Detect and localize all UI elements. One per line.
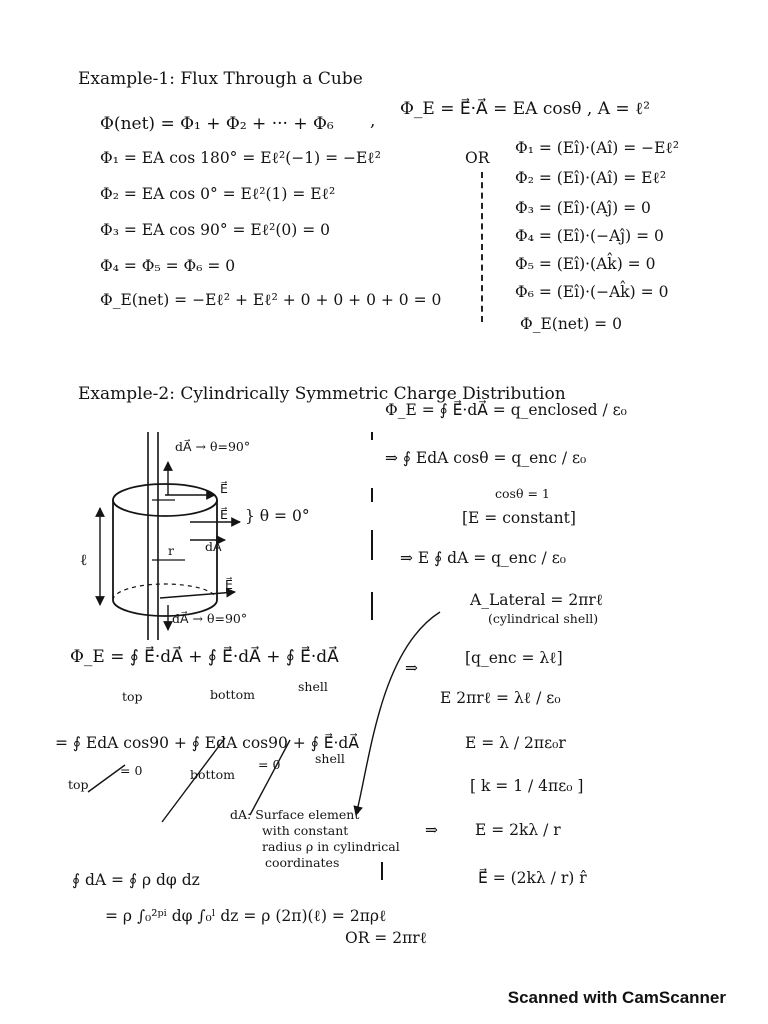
k-definition: [ k = 1 / 4πε₀ ] [470,777,584,795]
flux-net-result: Φ_E(net) = −Eℓ² + Eℓ² + 0 + 0 + 0 + 0 = 0 [100,291,442,309]
flux-net-sum: Φ(net) = Φ₁ + Φ₂ + ··· + Φ₆ [100,114,334,134]
cos-equals-one: cosθ = 1 [495,486,550,501]
e-constant: [E = constant] [462,509,576,527]
flux-terms: Φ_E = ∮ E⃗·dA⃗ + ∮ E⃗·dA⃗ + ∮ E⃗·dA⃗ [70,647,339,667]
diagram-E-bottom: E⃗ [225,577,233,592]
e-vector: E⃗ = (2kλ / r) r̂ [478,869,587,887]
integral-line1: ∮ dA = ∮ ρ dφ dz [72,871,200,889]
flux-alt-phi4: Φ₄ = (Eî)·(−Aĵ) = 0 [515,227,664,245]
cos-label-shell: shell [315,751,345,766]
integral-line2: = ρ ∫₀²ᵖⁱ dφ ∫₀ˡ dz = ρ (2π)(ℓ) = 2πρℓ [105,907,387,925]
gauss-law: Φ_E = ∮ E⃗·dA⃗ = q_enclosed / ε₀ [385,401,627,419]
diagram-E-top: E⃗ [220,481,228,496]
diagram-dA-mid: dA⃗ [205,539,222,554]
flux-phi2: Φ₂ = EA cos 0° = Eℓ²(1) = Eℓ² [100,185,336,203]
diagram-l-label: ℓ [80,551,88,569]
integral-line3: OR = 2πrℓ [345,929,428,947]
or-label: OR [465,149,490,167]
dA-note-line3: radius ρ in cylindrical [262,839,400,854]
flux-alt-net: Φ_E(net) = 0 [520,315,622,333]
flux-alt-phi1: Φ₁ = (Eî)·(Aî) = −Eℓ² [515,139,680,157]
cos-label-top: top [68,777,89,792]
flux-alt-phi5: Φ₅ = (Eî)·(Ak̂) = 0 [515,255,656,273]
flux-definition: Φ_E = E⃗·A⃗ = EA cosθ , A = ℓ² [400,99,651,119]
cos-zero-1: = 0 [120,763,143,778]
flux-alt-phi3: Φ₃ = (Eî)·(Aĵ) = 0 [515,199,651,217]
flux-phi4-6: Φ₄ = Φ₅ = Φ₆ = 0 [100,257,236,275]
implies-arrow-2: ⇒ [425,821,438,839]
term-label-bottom: bottom [210,687,255,702]
flux-alt-phi6: Φ₆ = (Eî)·(−Ak̂) = 0 [515,283,669,301]
example2-heading: Example-2: Cylindrically Symmetric Charge Distribution [78,384,566,404]
diagram-theta-zero: } θ = 0° [245,507,310,525]
cos-zero-2: = 0 [258,757,281,772]
e-times-area: E 2πrℓ = λℓ / ε₀ [440,689,561,707]
diagram-E-mid: E⃗ [220,507,228,522]
e-kk: E = 2kλ / r [475,821,561,839]
flux-phi1: Φ₁ = EA cos 180° = Eℓ²(−1) = −Eℓ² [100,149,381,167]
e-lambda: E = λ / 2πε₀r [465,734,566,752]
separator-comma: , [370,111,376,131]
implies-arrow: ⇒ [405,659,418,677]
diagram-dA-top: dA⃗ → θ=90° [175,439,251,454]
lateral-area: A_Lateral = 2πrℓ [470,591,604,609]
example1-heading: Example-1: Flux Through a Cube [78,69,363,89]
q-enclosed: [q_enc = λℓ] [465,649,563,667]
term-label-top: top [122,689,143,704]
cos-label-bottom: bottom [190,767,235,782]
diagram-dA-bottom: dA⃗ → θ=90° [172,611,248,626]
flux-alt-phi2: Φ₂ = (Eî)·(Aî) = Eℓ² [515,169,667,187]
dA-note-line1: dA: Surface element [230,807,360,822]
scanner-footer: Scanned with CamScanner [507,988,726,1007]
dA-note-line2: with constant [262,823,349,838]
term-label-shell: shell [298,679,328,694]
gauss-e-out: ⇒ E ∮ dA = q_enc / ε₀ [400,549,566,567]
diagram-r-label: r [168,543,174,558]
dA-note-line4: coordinates [265,855,340,870]
cos-terms: = ∮ EdA cos90 + ∮ EdA cos90 + ∮ E⃗·dA⃗ [55,734,359,752]
gauss-cos-form: ⇒ ∮ EdA cosθ = q_enc / ε₀ [385,449,587,467]
lateral-area-note: (cylindrical shell) [488,611,599,626]
flux-phi3: Φ₃ = EA cos 90° = Eℓ²(0) = 0 [100,221,331,239]
